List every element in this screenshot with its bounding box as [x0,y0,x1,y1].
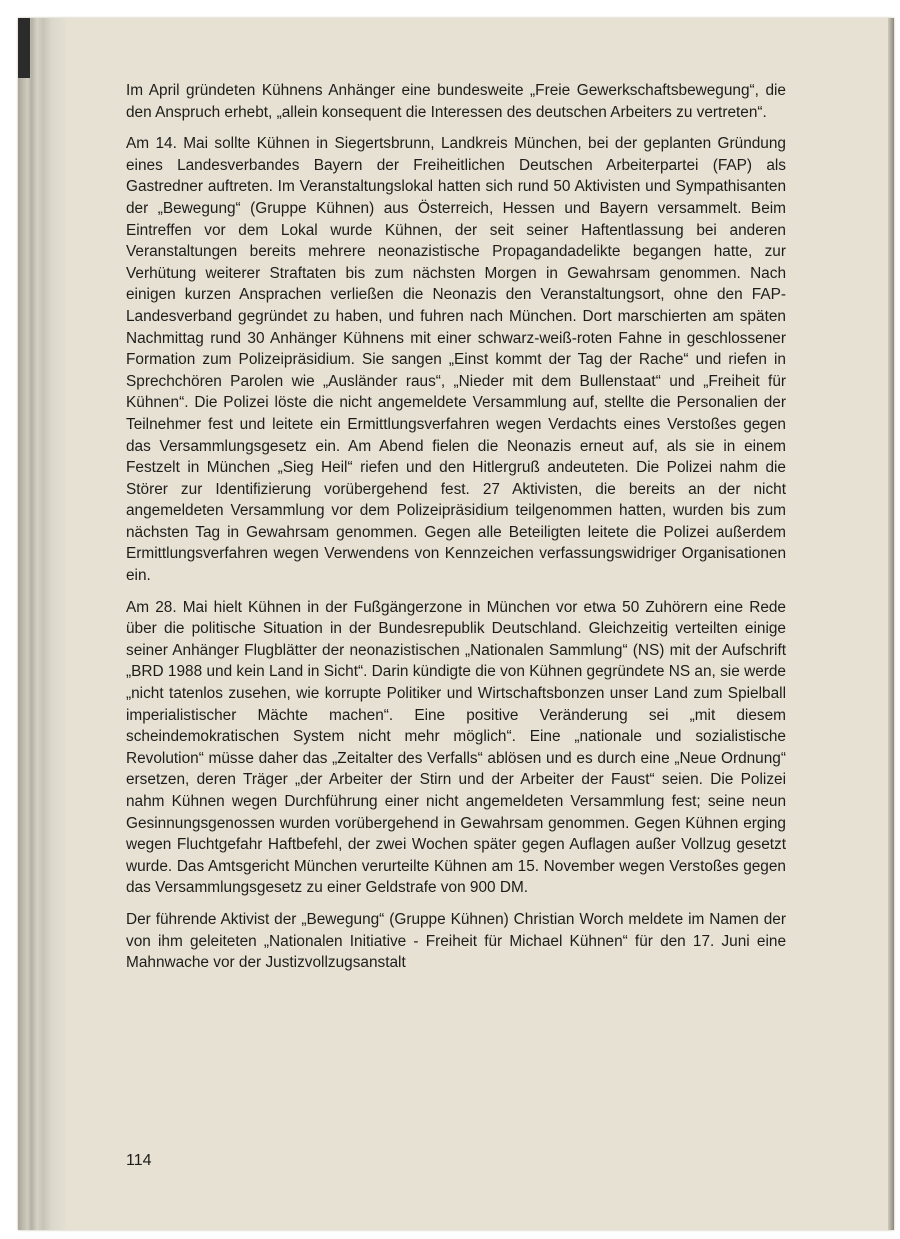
binding-dark-corner [18,18,30,78]
book-binding-edge [18,18,66,1230]
page-number: 114 [126,1152,152,1169]
body-text [126,80,786,984]
paragraph-2: Am 14. Mai sollte Kühnen in Siegertsbrunn, Landkreis München, bei der geplanten Gründung eines Landesverbandes Bayern der Freiheitlichen Deutschen Arbeiterpartei (FAP) als Gastredner auftreten. Im Veranstaltungslokal hatten sich rund 50 Aktivisten und Sympathisanten der „Bewegung“ (Gruppe Kühnen) aus Österreich, Hessen und Bayern versammelt. Beim Eintreffen vor dem Lokal wurde Kühnen, der seit seiner Haftentlassung bei anderen Veranstaltungen bereits mehrere neonazistische Propagandadelikte begangen hatte, zur Verhütung weiterer Straftaten bis zum nächsten Morgen in Gewahrsam genommen. Nach einigen kurzen Ansprachen verließen die Neonazis den Veranstaltungsort, ohne den FAP-Landesverband gegründet zu haben, und fuhren nach München. Dort marschierten am späten Nachmittag rund 30 Anhänger Kühnens mit einer schwarz-weiß-roten Fahne in geschlossener Formation zum Polizeipräsidium. Sie sangen „Einst kommt der Tag der Rache“ und riefen in Sprechchören Parolen wie „Ausländer raus“, „Nieder mit dem Bullenstaat“ und „Freiheit für Kühnen“. Die Polizei löste die nicht angemeldete Versammlung auf, stellte die Personalien der Teilnehmer fest und leitete ein Ermittlungsverfahren wegen Verdachts eines Verstoßes gegen das Versammlungsgesetz ein. Am Abend fielen die Neonazis erneut auf, als sie in einem Festzelt in München „Sieg Heil“ riefen und den Hitlergruß andeuteten. Die Polizei nahm die Störer zur Identifizierung vorübergehend fest. 27 Aktivisten, die bereits an der nicht angemeldeten Versammlung vor dem Polizeipräsidium teilgenommen hatten, wurden bis zum nächsten Tag in Gewahrsam genommen. Gegen alle Beteiligten leitete die Polizei außerdem Ermittlungsverfahren wegen Verwendens von Kennzeichen verfassungswidriger Organisationen ein. [126,135,786,585]
page-edge-shadow [888,18,894,1230]
paragraph-3: Am 28. Mai hielt Kühnen in der Fußgängerzone in München vor etwa 50 Zuhörern eine Rede über die politische Situation in der Bundesrepublik Deutschland. Gleichzeitig verteilten einige seiner Anhänger Flugblätter der neonazistischen „Nationalen Sammlung“ (NS) mit der Aufschrift „BRD 1988 und kein Land in Sicht“. Darin kündigte die von Kühnen gegründete NS an, sie werde „nicht tatenlos zusehen, wie korrupte Politiker und Wirtschaftsbonzen unser Land zum Spielball imperialistischer Mächte machen“. Eine positive Veränderung sei „mit diesem scheindemokratischen System nicht mehr möglich“. Eine „nationale und sozialistische Revolution“ müsse daher das „Zeitalter des Verfalls“ ablösen und es durch eine „Neue Ordnung“ ersetzen, deren Träger „der Arbeiter der Stirn und der Arbeiter der Faust“ seien. Die Polizei nahm Kühnen wegen Durchführung einer nicht angemeldeten Versammlung fest; seine neun Gesinnungsgenossen wurden vorübergehend in Gewahrsam genommen. Gegen Kühnen erging wegen Fluchtgefahr Haftbefehl, der zwei Wochen später gegen Auflagen außer Vollzug gesetzt wurde. Das Amtsgericht München verurteilte Kühnen am 15. November wegen Verstoßes gegen das Versammlungsgesetz zu einer Geldstrafe von 900 DM. [126,598,786,897]
paragraph-1: Im April gründeten Kühnens Anhänger eine bundesweite „Freie Gewerkschaftsbewegung“, die den Anspruch erhebt, „allein konsequent die Interessen des deutschen Arbeiters zu vertreten“. [126,82,786,121]
paragraph-4: Der führende Aktivist der „Bewegung“ (Gruppe Kühnen) Christian Worch meldete im Namen der von ihm geleiteten „Nationalen Initiative - Freiheit für Michael Kühnen“ für den 17. Juni eine Mahnwache vor der Justizvollzugsanstalt [126,910,786,972]
